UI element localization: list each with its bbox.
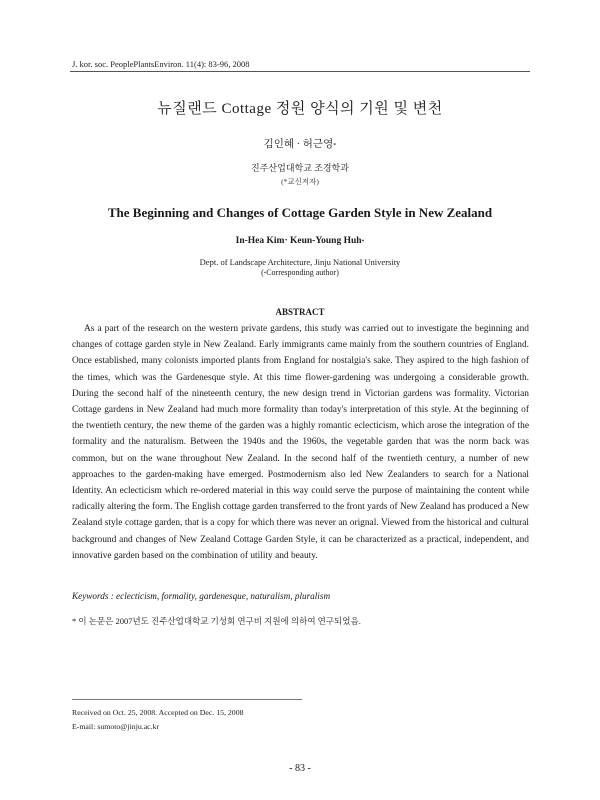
keywords: Keywords : eclecticism, formality, gardenesque, naturalism, pluralism xyxy=(72,591,331,601)
header-divider xyxy=(70,71,530,72)
english-corresponding-open: ( xyxy=(261,268,264,277)
korean-affiliation: 진주산업대학교 조경학과 xyxy=(251,163,349,173)
english-corresponding-note xyxy=(0,268,600,277)
korean-authors-names: 김인혜 · 허근영 xyxy=(263,139,334,150)
abstract-body: As a part of the research on the western private gardens, this study was carried out to investigate the beginning and changes of cottage garden style in New Zealand. Early immigrants came mainly from the southern countries of England. Once established, many colonists imported plants from England for nostalgia's sake. They aspired to the high fashion of the times, which was the Gardenesque style. At this time flower-gardening was undergoing a considerable growth. During the second half of the nineteenth century, the new design trend in Victorian gardens was formality. Victorian Cottage gardens in New Zealand had much more formality than today's interpretation of this style. At the beginning of the twentieth century, the new theme of the garden was a highly romantic eclecticism, which arose the integration of the formality and the naturalism. Between the 1940s and the 1960s, the vegetable garden that was the norm back was common, but on the wane throughout New Zealand. In the second half of the twentieth century, a number of new approaches to the garden-making have emerged. Postmodernism also led New Zealanders to search for a National Identity. An eclecticism which re-ordered material in this way could serve the purpose of maintaining the content while radically altering the form. The English cottage garden transferred to the front yards of New Zealand has produced a New Zealand style cottage garden, that is a copy for which there was never an orignal. Viewed from the historical and cultural background and changes of New Zealand Cottage Garden Style, it can be characterized as a practical, independent, and innovative garden based on the combination of utility and beauty. xyxy=(72,324,529,561)
english-corresponding-mark: * xyxy=(263,272,267,277)
received-dates: Received on Oct. 25, 2008. Accepted on Dec. 15, 2008 xyxy=(72,708,244,717)
korean-authors xyxy=(0,136,600,151)
english-title: The Beginning and Changes of Cottage Garden Style in New Zealand xyxy=(107,205,493,220)
journal-citation: J. kor. soc. PeoplePlantsEnviron. 11(4): 83-96, 2008 xyxy=(72,59,250,69)
english-authors-mark: * xyxy=(361,239,365,245)
footnote-divider xyxy=(72,699,302,700)
contact-email: E-mail: sumoto@jinju.ac.kr xyxy=(72,722,160,731)
korean-title: 뉴질랜드 Cottage 정원 양식의 기원 및 변천 xyxy=(157,101,443,117)
korean-authors-mark: * xyxy=(333,142,337,149)
english-affiliation: Dept. of Landscape Architecture, Jinju National University xyxy=(199,257,401,267)
korean-corresponding-note: (*교신저자) xyxy=(281,177,319,186)
english-authors xyxy=(0,236,600,246)
english-authors-names: In-Hea Kim· Keun-Young Huh xyxy=(235,236,362,246)
funding-note: * 이 논문은 2007년도 진주산업대학교 기성회 연구비 지원에 의하여 연구되었음. xyxy=(72,616,361,626)
page-number: - 83 - xyxy=(289,763,311,774)
abstract-heading: ABSTRACT xyxy=(275,307,325,317)
english-corresponding-text: Corresponding author) xyxy=(266,268,339,277)
